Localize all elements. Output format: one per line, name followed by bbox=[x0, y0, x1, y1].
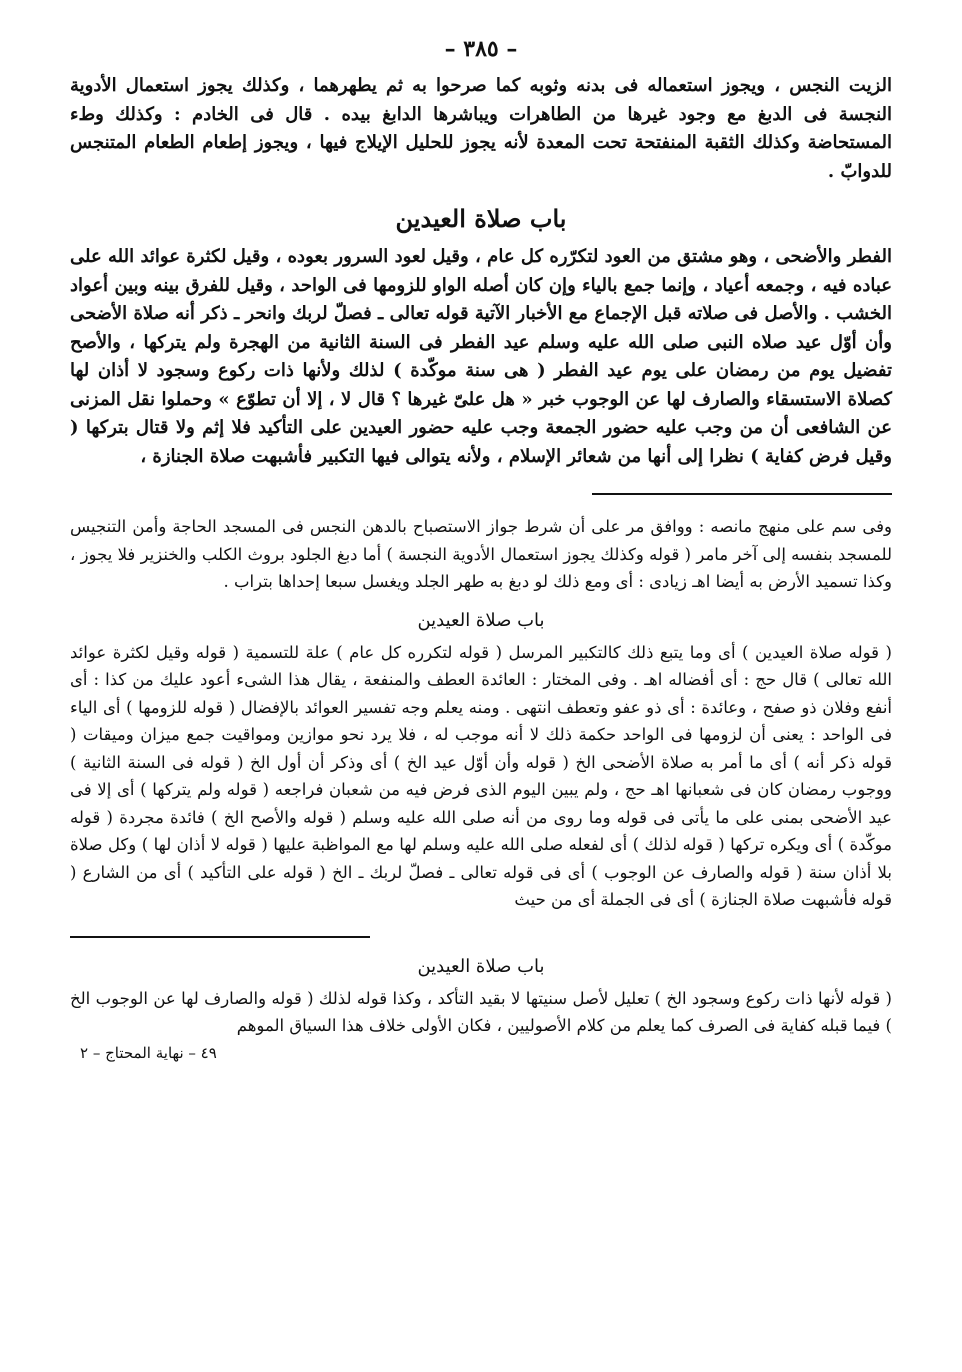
document-page bbox=[70, 36, 892, 1062]
second-footnote-divider bbox=[70, 936, 370, 938]
intro-paragraph: الزيت النجس ، ويجوز استعماله فى بدنه وثوبه كما صرحوا به ثم يطهرهما ، وكذلك يجوز استعمال الأدوية النجسة فى الدبغ مع وجود غيرها من الطاهرات ويباشرها الدابغ بيده . قال فى الخادم : وكذلك وطء المستحاضة وكذلك الثقبة المنفتحة تحت المعدة لأنه يجوز للحليل الإيلاج فيها ، ويجوز إطعام الطعام المتنجس للدوابّ . bbox=[70, 75, 892, 182]
commentary-heading-2: باب صلاة العيدين bbox=[417, 955, 545, 977]
signature-mark: ٤٩ – نهاية المحتاج – ٢ bbox=[80, 1043, 217, 1062]
chapter-heading: باب صلاة العيدين bbox=[395, 204, 567, 233]
commentary-heading-1: باب صلاة العيدين bbox=[417, 609, 545, 631]
commentary-paragraph-1: وفى سم على منهج مانصه : ووافق مر على أن شرط جواز الاستصباح بالدهن النجس فى المسجد الحاجة وأمن التنجيس للمسجد بنفسه إلى آخر مامر ( قوله وكذلك يجوز استعمال الأدوية النجسة ) أما دبغ الجلود بروث الكلب والخنزير فلا يجوز ، وكذا تسميد الأرض به أيضا اهـ زيادى : أى ومع ذلك لو دبغ به طهر الجلد ويغسل سبعا إحداها بتراب . bbox=[70, 517, 892, 591]
commentary-paragraph-2: ( قوله صلاة العيدين ) أى وما يتبع ذلك كالتكبير المرسل ( قوله لتكرره كل عام ) علة للتسمية ( قوله وقيل لكثرة عوائد الله تعالى ) قال حج : أى أفضاله اهـ . وفى المختار : العائدة العطف والمنفعة ، يقال هذا الشىء أعود عليك من كذا : أى أنفع وفلان ذو صفح ، وعائدة : أى ذو عفو وتعطف انتهى . ومنه يعلم وجه تفسير العوائد بالإفضال ( قوله للزومها ) أى الياء فى الواحد : يعنى أن لزومها فى الواحد حكمة ذلك لا أنه موجب له ، فلا يرد نحو موازين ومواقيت جمع ميزان وميقات ( قوله ذكر أنه ) أى ما أمر به صلاة الأضحى الخ ( قوله وأن أوّل عيد الخ ) أى وذكر أن أول الخ ( قوله فى السنة الثانية ) ووجوب رمضان كان فى شعبانها اهـ حج ، ولم يبين اليوم الذى فرض فيه من شعبان فراجعه ( قوله ولم يتركها ) أى إلا فى عيد الأضحى بمنى على ما يأتى فى قوله وما روى من أنه صلى الله عليه وسلم ( قوله والأصح الخ ) فائدة مجردة ( قوله موكّدة ) أى ويكره تركها ( قوله لذلك ) أى لفعله صلى الله عليه وسلم لها مع المواظبة عليها ( قوله لا أذان لها ) وكل صلاة بلا أذان سنة ( قوله والصارف عن الوجوب ) أى فى قوله تعالى ـ فصلّ لربك ـ الخ ( قوله على التأكيد ) أى من الشارع ( قوله فأشبهت صلاة الجنازة ) أى فى الجملة أى من حيث bbox=[70, 642, 892, 909]
main-paragraph: الفطر والأضحى ، وهو مشتق من العود لتكرّره كل عام ، وقيل لعود السرور بعوده ، وقيل لكثرة عوائد الله على عباده فيه ، وجمعه أعياد ، وإنما جمع بالياء وإن كان أصله الواو للزومها فى الواحد ، وقيل للفرق بينه وبين أعواد الخشب . والأصل فى صلاته قبل الإجماع مع الأخبار الآتية قوله تعالى ـ فصلّ لربك وانحر ـ ذكر أنه صلاة الأضحى وأن أوّل عيد صلاه النبى صلى الله عليه وسلم عيد الفطر فى السنة الثانية من الهجرة ولم يتركها ، والأصح تفضيل يوم من رمضان على يوم عيد الفطر ( هى سنة موكّدة ) لذلك ولأنها ذات ركوع وسجود لا أذان لها كصلاة الاستسقاء والصارف لها عن الوجوب خبر « هل علىّ غيرها ؟ قال لا ، إلا أن تطوّع » وحملوا نقل المزنى عن الشافعى أن من وجب عليه حضور الجمعة وجب عليه حضور العيدين على التأكيد فلا إثم ولا قتال بتركها ( وقيل فرض كفاية ) نظرا إلى أنها من شعائر الإسلام ، ولأنه يتوالى فيها التكبير فأشبهت صلاة الجنازة ، bbox=[70, 246, 892, 467]
commentary-paragraph-3: ( قوله لأنها ذات ركوع وسجود الخ ) تعليل لأصل سنيتها لا بقيد التأكد ، وكذا قوله لذلك ( قوله والصارف لها عن الوجوب الخ ) فيما قبله كفاية فى الصرف كما يعلم من كلام الأصوليين ، فكان الأولى خلاف هذا السياق الموهم bbox=[70, 988, 892, 1035]
page-number: – ٣٨٥ – bbox=[444, 36, 518, 62]
footnote-divider bbox=[592, 493, 892, 495]
